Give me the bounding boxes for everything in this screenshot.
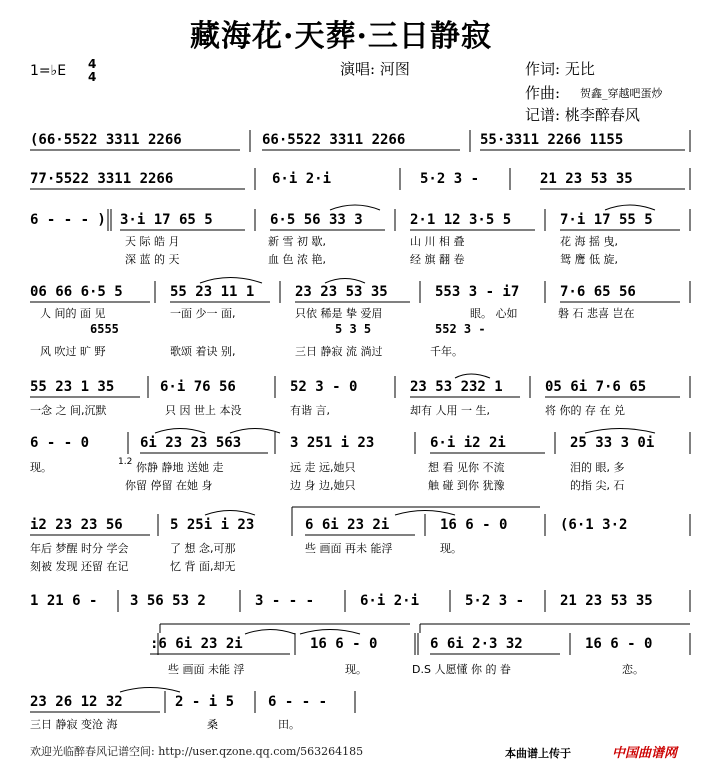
measure: 55·3311 2266 1155: [480, 132, 624, 148]
lyric: 千年。: [430, 345, 463, 358]
lyric: 现。: [30, 461, 52, 474]
measure: 2 - i 5: [175, 694, 235, 710]
lyric: 山 川 相 叠: [410, 235, 465, 248]
site-logo-text: 中国曲谱网: [612, 746, 678, 761]
upload-note: 本曲谱上传于: [505, 747, 571, 760]
lyric: 深 蓝 的 天: [125, 253, 180, 266]
alt-notes: 6555: [90, 322, 119, 336]
lyric: 新 雪 初 歇,: [268, 235, 326, 248]
lyric: 眼。 心如: [470, 307, 518, 320]
lyric: 的指 尖, 石: [570, 479, 625, 492]
lyric: 些 画面 未能 浮: [168, 663, 245, 676]
lyric: 天 际 皓 月: [125, 235, 180, 248]
measure: 7·i 17 55 5: [560, 212, 653, 228]
measure: 55 23 11 1: [170, 284, 255, 300]
measure: (66·5522 3311 2266: [30, 132, 182, 148]
lyric: 三日 静寂 变沧 海: [30, 718, 118, 731]
measure: 2·1 12 3·5 5: [410, 212, 512, 228]
lyric: 有谐 言,: [290, 404, 330, 417]
lyric: 泪的 眼, 多: [570, 461, 625, 474]
time-signature-top: 4: [88, 57, 97, 71]
measure: (6·1 3·2: [560, 517, 628, 533]
lyric: 桑: [207, 718, 218, 731]
lyric: 年后 梦醒 时分 学会: [30, 542, 129, 555]
lyric: 了 想 念,可那: [170, 542, 236, 555]
measure: 21 23 53 35: [540, 171, 633, 187]
lyric: 却有 人用 一 生,: [410, 404, 490, 417]
lyric: 一念 之 间,沉默: [30, 404, 107, 417]
lyric: 人 间的 面 见: [40, 307, 106, 320]
singer: 演唱: 河图: [340, 60, 410, 78]
lyric: 鸳 鹰 低 旋,: [560, 253, 618, 266]
lyric: 边 身 边,她只: [290, 479, 356, 492]
measure: 6 - - -: [268, 694, 328, 710]
measure: 5·2 3 -: [465, 593, 525, 609]
lyric: 只 因 世上 本没: [165, 404, 242, 417]
measure: 3 56 53 2: [130, 593, 206, 609]
measure: 77·5522 3311 2266: [30, 171, 174, 187]
lyric: 经 旗 翻 卷: [410, 253, 465, 266]
lyric: 血 色 浓 艳,: [268, 253, 326, 266]
measure: i2 23 23 56: [30, 517, 123, 533]
measure: 6·i i2 2i: [430, 435, 506, 451]
measure: 6 - - 0: [30, 435, 90, 451]
time-signature-bottom: 4: [88, 70, 97, 84]
alt-notes: 552 3 -: [435, 322, 486, 336]
lyric: 恋。: [622, 663, 644, 676]
measure: 7·6 65 56: [560, 284, 636, 300]
lyric: 些 画面 再未 能浮: [305, 542, 393, 555]
lyric: 歌颂 着诀 别,: [170, 345, 236, 358]
composer: 贺鑫_穿越吧蛋炒: [580, 87, 663, 100]
measure: 16 6 - 0: [440, 517, 508, 533]
footer-credit: 欢迎光临醉春风记谱空间: http://user.qzone.qq.com/563264185: [30, 745, 364, 758]
measure: 06 66 6·5 5: [30, 284, 123, 300]
measure: 25 33 3 0i: [570, 435, 655, 451]
lyric: 你静 静地 送她 走: [136, 461, 224, 474]
lyric: D.S 人愿懂 你 的 眷: [412, 663, 511, 676]
measure: 553 3 - i7: [435, 284, 520, 300]
lyric: 现。: [345, 663, 367, 676]
lyricist: 作词: 无比: [525, 60, 595, 78]
lyric: 你留 停留 在她 身: [125, 479, 213, 492]
measure: 3 251 i 23: [290, 435, 375, 451]
measure: :6 6i 23 2i: [150, 636, 243, 652]
alt-notes: 5 3 5: [335, 322, 372, 336]
measure: 1 21 6 -: [30, 593, 98, 609]
measure: 6·i 76 56: [160, 379, 236, 395]
lyric: 花 海 摇 曳,: [560, 235, 618, 248]
measure: 55 23 1 35: [30, 379, 115, 395]
lyric: 将 你的 存 在 兑: [545, 404, 625, 417]
score-title: 藏海花·天葬·三日静寂: [190, 19, 492, 54]
lyric: 远 走 远,她只: [290, 461, 356, 474]
measure: 3 - - -: [255, 593, 315, 609]
measure: 5 25i i 23: [170, 517, 255, 533]
measure: 6 - - - ): [30, 212, 106, 228]
measure: 6·i 2·i: [360, 593, 420, 609]
lyric: 只依 稀是 挚 爱眉: [295, 307, 383, 320]
composer-label: 作曲:: [525, 84, 561, 102]
transcriber: 记谱: 桃李醉春风: [525, 106, 640, 124]
verse-number: 1.2: [118, 457, 133, 467]
lyric: 田。: [278, 718, 300, 731]
lyric: 一面 少一 面,: [170, 307, 236, 320]
measure: 16 6 - 0: [585, 636, 653, 652]
measure: 23 53 232 1: [410, 379, 503, 395]
measure: 6·i 2·i: [272, 171, 332, 187]
lyric: 触 碰 到你 犹豫: [428, 479, 505, 492]
measure: 6 6i 23 2i: [305, 517, 390, 533]
lyric: 风 吹过 旷 野: [40, 345, 106, 358]
lyric: 刻被 发现 还留 在记: [30, 560, 129, 573]
measure: 23 26 12 32: [30, 694, 123, 710]
lyric: 磐 石 悲喜 岂在: [558, 307, 635, 320]
measure: 6·5 56 33 3: [270, 212, 363, 228]
measure: 05 6i 7·6 65: [545, 379, 647, 395]
measure: 6i 23 23 563: [140, 435, 242, 451]
measure: 5·2 3 -: [420, 171, 480, 187]
lyric: 想 看 见你 不流: [428, 461, 505, 474]
measure: 23 23 53 35: [295, 284, 388, 300]
measure: 21 23 53 35: [560, 593, 653, 609]
measure: 6 6i 2·3 32: [430, 636, 523, 652]
measure: 16 6 - 0: [310, 636, 378, 652]
measure: 3·i 17 65 5: [120, 212, 213, 228]
lyric: 现。: [440, 542, 462, 555]
lyric: 三日 静寂 流 淌过: [295, 345, 383, 358]
lyric: 忆 背 面,却无: [170, 560, 236, 573]
key-signature: 1=♭E: [30, 63, 67, 79]
measure: 66·5522 3311 2266: [262, 132, 406, 148]
measure: 52 3 - 0: [290, 379, 358, 395]
